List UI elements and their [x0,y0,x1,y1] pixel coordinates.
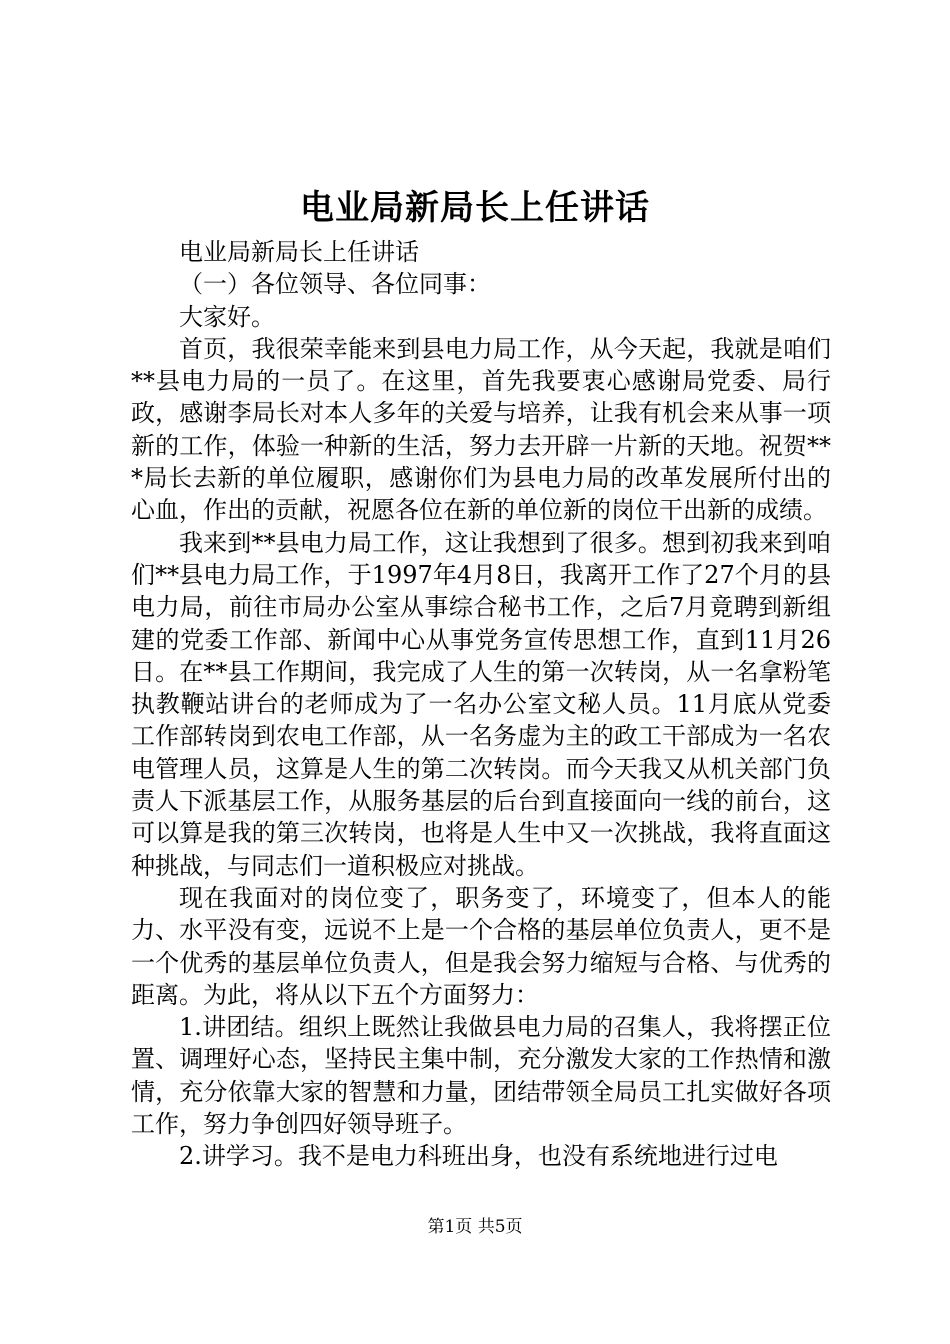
paragraph-salutation: （一）各位领导、各位同事： [179,270,491,299]
paragraph-body: 现在我面对的岗位变了，职务变了，环境变了，但本人的能力、水平没有变，远说不上是一个合格的基层单位负责人，更不是一个优秀的基层单位负责人，但是我会努力缩短与合格、与优秀的距离。为此，将从以下五个方面努力： [131,883,831,1009]
paragraph-list-item: 1.讲团结。组织上既然让我做县电力局的召集人，我将摆正位置、调理好心态，坚持民主集中制，充分激发大家的工作热情和激情，充分依靠大家的智慧和力量，团结带领全局员工扎实做好各项工作，努力争创四好领导班子。 [131,1013,831,1139]
page-number-footer: 第1页 共5页 [427,1217,523,1237]
document-body [131,236,831,1173]
document-title: 电业局新局长上任讲话 [300,188,650,228]
paragraph-greeting: 大家好。 [179,302,275,331]
paragraph-subtitle: 电业局新局长上任讲话 [179,238,419,266]
paragraph-list-item: 2.讲学习。我不是电力科班出身，也没有系统地进行过电 [179,1142,778,1171]
paragraph-body: 我来到**县电力局工作，这让我想到了很多。想到初我来到咱们**县电力局工作，于1997年4月8日，我离开工作了27个月的县电力局，前往市局办公室从事综合秘书工作，之后7月竟聘到新组建的党委工作部、新闻中心从事党务宣传思想工作，直到11月26日。在**县工作期间，我完成了人生的第一次转岗，从一名拿粉笔执教鞭站讲台的老师成为了一名办公室文秘人员。11月底从党委工作部转岗到农电工作部，从一名务虚为主的政工干部成为一名农电管理人员，这算是人生的第二次转岗。而今天我又从机关部门负责人下派基层工作，从服务基层的后台到直接面向一线的前台，这可以算是我的第三次转岗，也将是人生中又一次挑战，我将直面这种挑战，与同志们一道积极应对挑战。 [131,528,831,880]
paragraph-body: 首页，我很荣幸能来到县电力局工作，从今天起，我就是咱们**县电力局的一员了。在这里，首先我要衷心感谢局党委、局行政，感谢李局长对本人多年的关爱与培养，让我有机会来从事一项新的工作，体验一种新的生活，努力去开辟一片新的天地。祝贺***局长去新的单位履职，感谢你们为县电力局的改革发展所付出的心血，作出的贡献，祝愿各位在新的单位新的岗位干出新的成绩。 [131,334,831,525]
